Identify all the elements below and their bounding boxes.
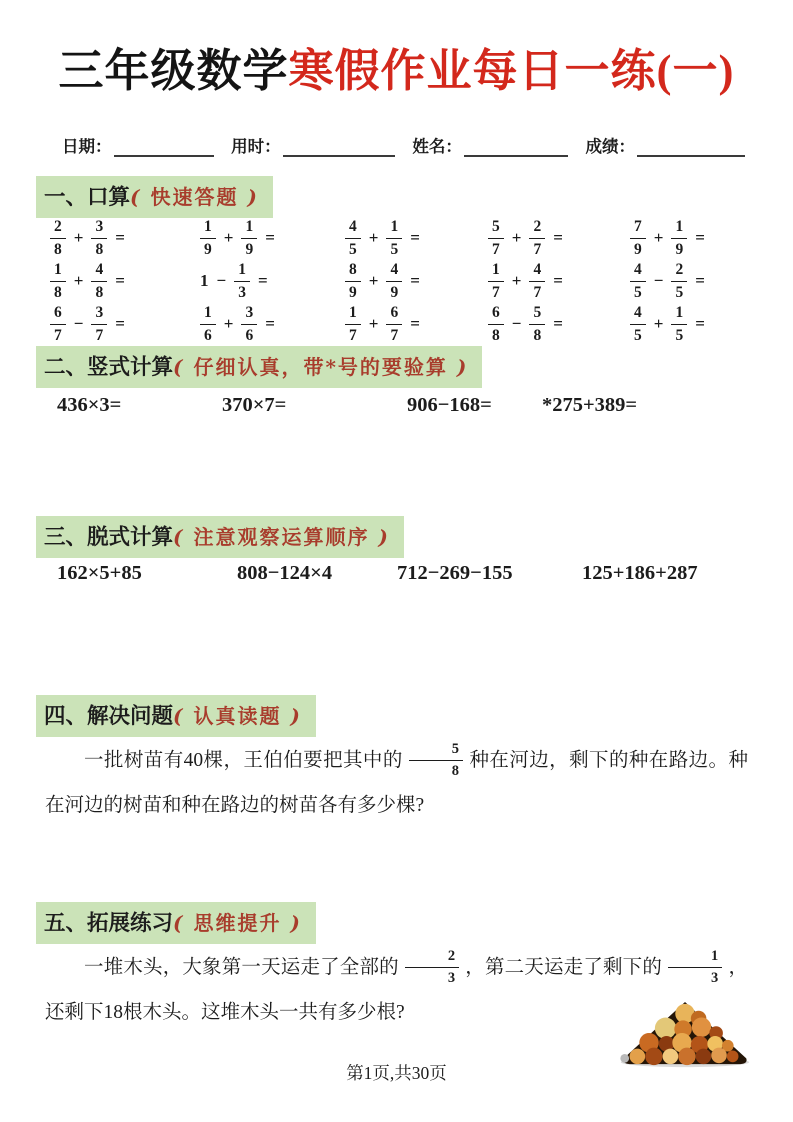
info-field-date [62,133,214,157]
fraction: $\frac{1}{3}$ [668,948,722,985]
page-title [0,34,793,99]
word-problem-text: 一批树苗有40棵，王伯伯要把其中的 $\frac{5}{8}$ 种在河边，剩下的种在路边。种在河边的树苗和种在路边的树苗各有多少棵? [45,741,748,816]
math-expression: $\frac{6}{8}$ − $\frac{5}{8}$ = [486,302,628,345]
info-row [62,133,745,157]
math-expression: 370×7= [222,394,287,416]
fraction: $\frac{5}{7}$ [488,218,504,257]
fraction: $\frac{7}{9}$ [630,218,646,257]
section-vertical-note: ( 仔细认真，带*号的要验算 ) [173,355,469,379]
math-expression: 712−269−155 [397,562,513,584]
math-expression: 1 − $\frac{1}{3}$ = [200,261,268,301]
fraction: $\frac{4}{8}$ [91,261,107,300]
fraction: $\frac{2}{7}$ [529,218,545,257]
fraction: $\frac{1}{5}$ [386,218,402,257]
section-stepwise-title: 三、脱式计算 [44,525,174,549]
name-label: 姓名： [412,138,462,156]
date-label: 日期： [62,138,112,156]
math-expression: $\frac{1}{8}$ + $\frac{4}{8}$ = [48,259,198,302]
time-label: 用时： [231,138,281,156]
math-expression: $\frac{5}{7}$ + $\frac{2}{7}$ = [486,216,628,259]
section-word-title: 四、解决问题 [44,704,174,728]
fraction: $\frac{5}{8}$ [529,304,545,343]
title-homework-part: 寒假作业每日一练(一) [288,46,735,96]
section-heading-stepwise [36,516,404,558]
fraction: $\frac{2}{8}$ [50,218,66,257]
section-word-note: ( 认真读题 ) [173,704,302,728]
math-expression: 906−168= [407,394,492,416]
section-extension-title: 五、拓展练习 [44,911,174,935]
section-heading-extension [36,902,316,944]
fraction: $\frac{4}{5}$ [630,304,646,343]
math-expression: $\frac{4}{5}$ + $\frac{1}{5}$ = [628,302,758,345]
fraction: $\frac{2}{3}$ [405,948,459,985]
fraction: $\frac{3}{6}$ [241,304,257,343]
fraction: $\frac{1}{5}$ [671,304,687,343]
math-expression: $\frac{4}{5}$ − $\frac{2}{5}$ = [628,259,758,302]
math-expression: $\frac{1}{7}$ + $\frac{6}{7}$ = [343,302,486,345]
fraction: $\frac{1}{9}$ [241,218,257,257]
math-expression: $\frac{7}{9}$ + $\frac{1}{9}$ = [628,216,758,259]
fraction: $\frac{6}{8}$ [488,304,504,343]
section-heading-vertical [36,346,482,388]
fraction: $\frac{1}{9}$ [200,218,216,257]
math-expression: $\frac{1}{6}$ + $\frac{3}{6}$ = [198,302,343,345]
fraction: $\frac{1}{3}$ [234,261,250,300]
score-label: 成绩： [585,138,635,156]
fraction: $\frac{1}{6}$ [200,304,216,343]
page-number: 第1页,共30页 [346,1063,447,1083]
fraction: $\frac{5}{8}$ [409,741,463,778]
math-expression: 436×3= [57,394,122,416]
fraction: $\frac{4}{7}$ [529,261,545,300]
fraction: $\frac{4}{5}$ [345,218,361,257]
math-expression: 125+186+287 [582,562,698,584]
fraction: $\frac{1}{7}$ [488,261,504,300]
math-expression: 808−124×4 [237,562,333,584]
extension-problem-text: 一堆木头，大象第一天运走了全部的 $\frac{2}{3}$ ，第二天运走了剩下的 $\frac{1}{3}$ ，还剩下18根木头。这堆木头一共有多少根? [45,948,748,1023]
time-blank [283,138,395,157]
math-expression: $\frac{6}{7}$ − $\frac{3}{7}$ = [48,302,198,345]
fraction: $\frac{1}{9}$ [671,218,687,257]
fraction: $\frac{6}{7}$ [50,304,66,343]
score-blank [637,138,745,157]
math-expression: $\frac{4}{5}$ + $\frac{1}{5}$ = [343,216,486,259]
oral-problems-grid [48,216,758,345]
fraction: $\frac{3}{7}$ [91,304,107,343]
fraction: $\frac{1}{7}$ [345,304,361,343]
fraction: $\frac{6}{7}$ [386,304,402,343]
math-expression: $\frac{8}{9}$ + $\frac{4}{9}$ = [343,259,486,302]
vertical-problems-row [45,394,748,417]
section-heading-oral [36,176,273,218]
section-extension-note: ( 思维提升 ) [173,911,302,935]
info-field-time [231,133,395,157]
stepwise-problems-row [45,562,748,585]
math-expression: $\frac{2}{8}$ + $\frac{3}{8}$ = [48,216,198,259]
math-expression: 162×5+85 [57,562,142,584]
title-grade-part: 三年级数学 [58,46,289,96]
math-expression: $\frac{1}{7}$ + $\frac{4}{7}$ = [486,259,628,302]
fraction: $\frac{3}{8}$ [91,218,107,257]
math-expression: $\frac{1}{9}$ + $\frac{1}{9}$ = [198,216,343,259]
fraction: $\frac{8}{9}$ [345,261,361,300]
fraction: $\frac{1}{8}$ [50,261,66,300]
fraction: $\frac{4}{9}$ [386,261,402,300]
info-field-score [585,133,745,157]
math-expression: *275+389= [542,394,638,416]
section-heading-word-problem [36,695,316,737]
fraction: $\frac{4}{5}$ [630,261,646,300]
section-stepwise-note: ( 注意观察运算顺序 ) [173,525,390,549]
info-field-name [412,133,568,157]
fraction: $\frac{2}{5}$ [671,261,687,300]
date-blank [114,138,214,157]
name-blank [464,138,568,157]
section-vertical-title: 二、竖式计算 [44,355,174,379]
section-oral-note: ( 快速答题 ) [130,185,259,209]
section-oral-title: 一、口算 [44,185,131,209]
